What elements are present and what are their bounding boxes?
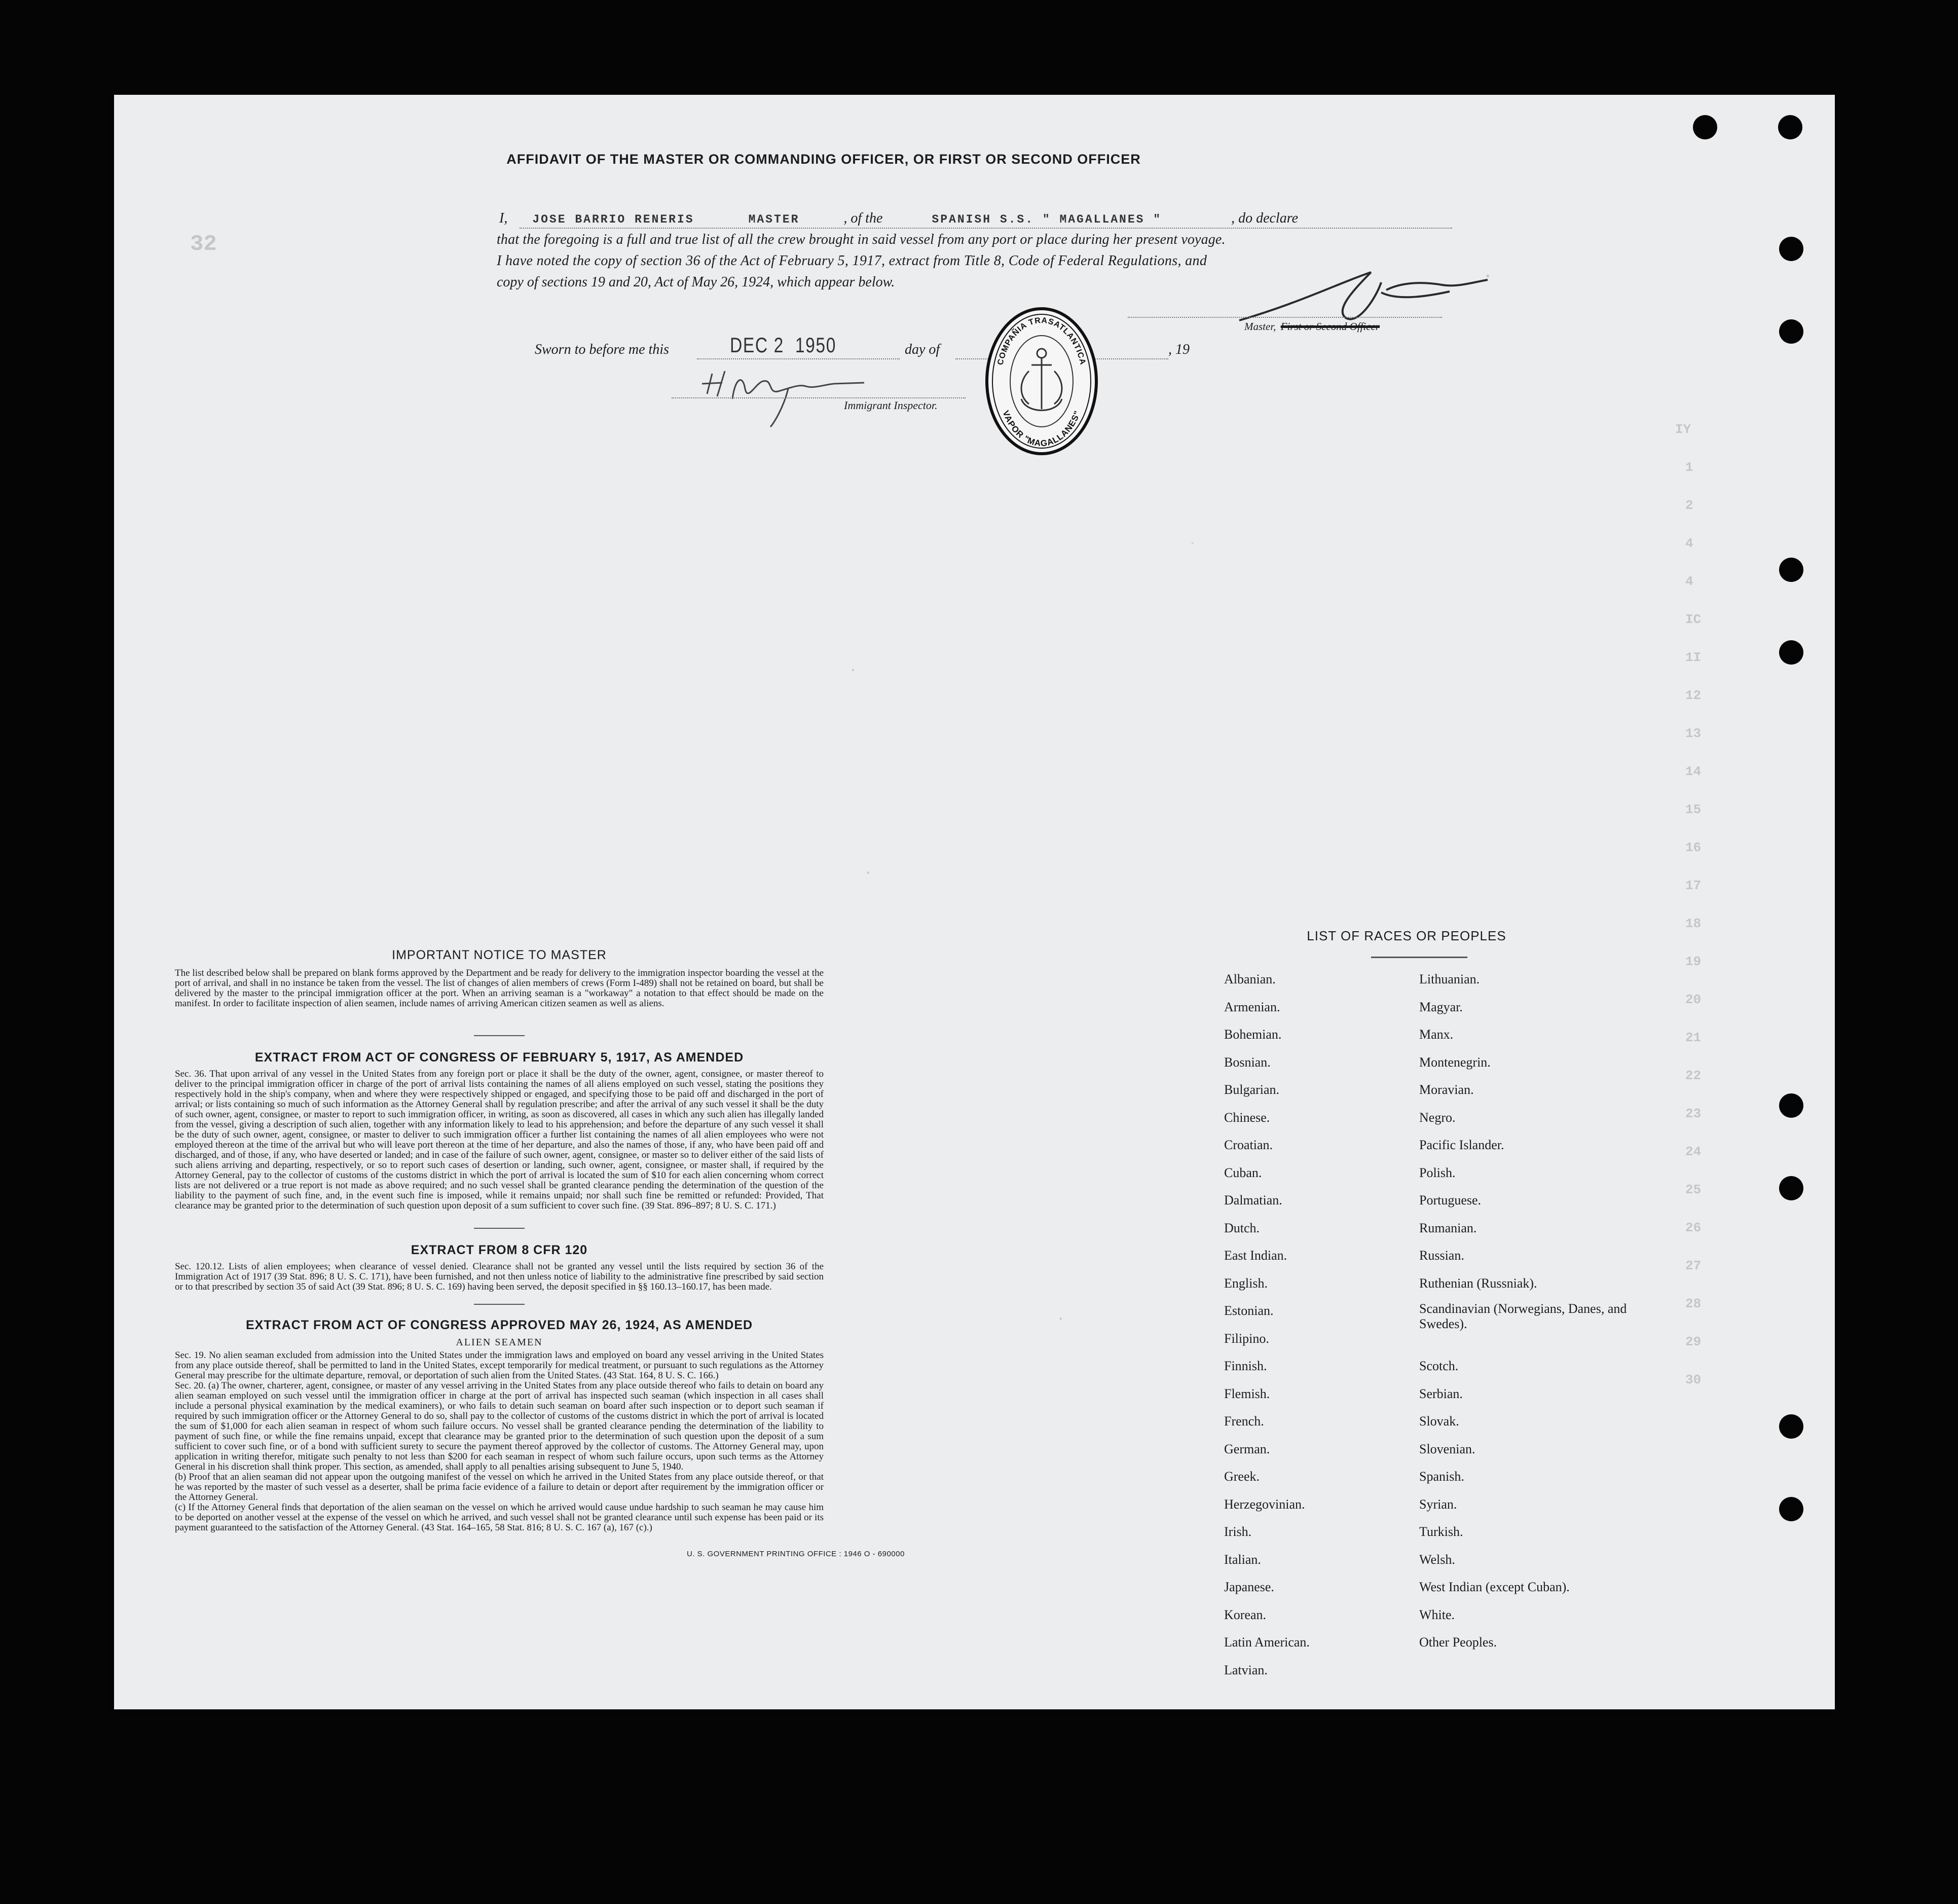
extract-1924-body — [175, 1350, 824, 1533]
of-the-label: , of the — [843, 210, 883, 226]
race-item: Bohemian. — [1224, 1027, 1282, 1042]
race-item: Italian. — [1224, 1552, 1261, 1567]
extract-1917-title: EXTRACT FROM ACT OF CONGRESS OF FEBRUARY 5, 1917, AS AMENDED — [254, 1050, 744, 1065]
race-item: English. — [1224, 1275, 1268, 1291]
race-item: Serbian. — [1419, 1386, 1463, 1401]
race-item: Latin American. — [1224, 1635, 1310, 1650]
race-item: Slovak. — [1419, 1414, 1459, 1429]
dotted-line — [1128, 317, 1442, 318]
race-item: Cuban. — [1224, 1165, 1262, 1180]
master-signature-label — [1244, 320, 1380, 333]
affidavit-i: I, — [499, 210, 508, 226]
race-item: Estonian. — [1224, 1303, 1274, 1318]
master-name: JOSE BARRIO RENERIS — [532, 213, 694, 226]
affidavit-line-2: that the foregoing is a full and true list of all the crew brought in said vessel from any port or place during her present voyage. — [497, 232, 1226, 247]
race-item: East Indian. — [1224, 1248, 1287, 1263]
race-item: Armenian. — [1224, 999, 1280, 1014]
race-item: French. — [1224, 1414, 1264, 1429]
inspector-signature — [697, 353, 925, 434]
races-title: LIST OF RACES OR PEOPLES — [1307, 928, 1506, 943]
race-item: Scotch. — [1419, 1359, 1459, 1373]
race-item: Bosnian. — [1224, 1054, 1271, 1070]
master-rank: MASTER — [748, 213, 800, 226]
stamp-top-text: COMPAÑIA TRASATLANTICA — [996, 316, 1087, 366]
race-item: Croatian. — [1224, 1138, 1273, 1152]
race-item: Irish. — [1224, 1524, 1252, 1539]
race-item: Filipino. — [1224, 1331, 1269, 1346]
master-signature — [1219, 262, 1533, 328]
race-item: Chinese. — [1224, 1110, 1270, 1125]
day-of-label: day of — [905, 342, 940, 357]
stamp-bottom-path: VAPOR "MAGALLANES" — [1001, 409, 1083, 449]
race-item: Portuguese. — [1419, 1193, 1482, 1207]
race-item: Slovenian. — [1419, 1441, 1475, 1456]
race-item: Greek. — [1224, 1469, 1260, 1484]
affidavit-title: AFFIDAVIT OF THE MASTER OR COMMANDING OFFICER, OR FIRST OR SECOND OFFICER — [506, 152, 1141, 167]
race-item: Welsh. — [1419, 1552, 1455, 1567]
affidavit-line-4: copy of sections 19 and 20, Act of May 26, 1924, which appear below. — [497, 274, 895, 290]
race-item: Lithuanian. — [1419, 972, 1480, 986]
race-item: Russian. — [1419, 1248, 1464, 1263]
race-item: Korean. — [1224, 1607, 1267, 1622]
race-item: Latvian. — [1224, 1662, 1268, 1677]
extract-1924-subtitle: ALIEN SEAMEN — [456, 1337, 543, 1348]
race-item: Syrian. — [1419, 1496, 1457, 1512]
extract-cfr-body: Sec. 120.12. Lists of alien employees; when clearance of vessel denied. Clearance shall not be granted any vessel until the lists required by section 36 of the Immigration Act of 1917 (39 Stat. 896; 8 U. S. C. 171), have been furnished, and not then unless notice of liability to the administrative fine prescribed by said section or to that prescribed by section 35 of said Act (39 Stat. 896; 8 U. S. C. 169) having been served, the deposit specified in §§ 160.13–160.17, has been made. — [175, 1261, 824, 1292]
divider-rule — [474, 1228, 525, 1229]
section-19: Sec. 19. No alien seaman excluded from admission into the United States under the immigration laws and employed on board any vessel arriving in the United States from any place outside thereof, shall be permitted to land in the United States, except temporarily for medical treatment, or pursuant to such regulations as the Attorney General may prescribe for the ultimate departure, removal, or deportation of such alien from the United States. (43 Stat. 164, 8 U. S. C. 166.) — [175, 1350, 824, 1381]
race-item: Finnish. — [1224, 1359, 1267, 1373]
race-item: Pacific Islander. — [1419, 1138, 1504, 1152]
race-item: German. — [1224, 1441, 1270, 1456]
section-20a: Sec. 20. (a) The owner, charterer, agent, consignee, or master of any vessel arriving in the United States from any place outside thereof who fails to detain on board any alien seaman employed on such vessel until the immigration officer in charge at the port of arrival has inspected such seaman (which inspection in all cases shall include a personal physical examination by the medical examiners), or who fails to detain such seaman on board after such inspection or to deport such seaman if required by such immigration officer or the Attorney General to do so, shall pay to the collector of customs of the customs district in which the port of arrival is located the sum of $1,000 for each alien seaman in respect of whom such failure occurs. No vessel shall be granted clearance pending the determination of the liability to payment of such fine, or while the fine remains unpaid, except that clearance may be granted prior to the determination of such question upon the deposit of a sum sufficient to cover such fine, or of a bond with sufficient surety to secure the payment thereof approved by the collector of customs. The Attorney General may, upon application in writing therefor, mitigate such penalty to not less than $200 for each seaman in respect of whom such failure occurs, upon such terms as the Attorney General in his discretion shall think proper. This section, as amended, shall apply to all penalties arising subsequent to June 5, 1940. — [175, 1380, 824, 1472]
race-item: Rumanian. — [1419, 1220, 1477, 1235]
race-item: Japanese. — [1224, 1580, 1274, 1594]
affidavit-line-3: I have noted the copy of section 36 of the Act of February 5, 1917, extract from Title 8, Code of Federal Regulations, and — [497, 253, 1207, 269]
race-item: Bulgarian. — [1224, 1082, 1280, 1097]
document-sheet — [114, 95, 1835, 1709]
extract-cfr-title: EXTRACT FROM 8 CFR 120 — [411, 1243, 588, 1257]
dotted-line — [520, 228, 1452, 229]
important-notice-title: IMPORTANT NOTICE TO MASTER — [392, 948, 607, 962]
race-item: Scandinavian (Norwegians, Danes, and Swedes). — [1419, 1301, 1627, 1331]
inspector-label: Immigrant Inspector. — [844, 399, 938, 412]
year-label: , 19 — [1168, 342, 1190, 357]
master-label: Master, — [1244, 320, 1276, 333]
race-item: Polish. — [1419, 1165, 1456, 1180]
race-item: Dutch. — [1224, 1220, 1260, 1235]
race-item: Magyar. — [1419, 999, 1463, 1014]
extract-1924-title: EXTRACT FROM ACT OF CONGRESS APPROVED MAY 26, 1924, AS AMENDED — [245, 1318, 753, 1332]
vessel-name: SPANISH S.S. " MAGALLANES " — [932, 213, 1162, 226]
bleed-through-texture: IY 1 2 4 4 IC 1I 12 13 14 15 16 17 18 19 20 21 22 23 24 25 26 27 28 29 30 32 · · · · · — [190, 232, 1702, 1387]
extract-1917-body: Sec. 36. That upon arrival of any vessel in the United States from any foreign port or place it shall be the duty of the owner, agent, consignee, or master thereof to deliver to the principal immigration officer in charge of the port of arrival lists containing the names of all aliens employed on such vessel, stating the positions they respectively hold in the ship's company, when and where they were respectively shipped or engaged, and specifying those to be paid off and discharged in the port of arrival; or lists containing so much of such information as the Attorney General shall by regulation prescribe; and after the arrival of any such vessel it shall be the duty of such owner, agent, consignee, or master to report to such immigration officer, in writing, as soon as discovered, all cases in which any such alien has illegally landed from the vessel, giving a description of such alien, together with any information likely to lead to his apprehension; and before the departure of any such vessel it shall be the duty of such owner, agent, consignee, or master to deliver to such immigration officer a further list containing the names of all alien employees who were not employed thereon at the time of the arrival but who will leave port thereon at the time of her departure, and also the names of those, if any, who have been paid off and discharged, and of those, if any, who have deserted or landed; and in case of the failure of such owner, agent, consignee, or master so to deliver either of the said lists of such aliens arriving and departing, respectively, or so to report such cases of desertion or landing, such owner, agent, consignee, or master shall, if required by the Attorney General, pay to the collector of customs of the customs district in which the port of arrival is located the sum of $10 for each alien concerning whom correct lists are not delivered or a true report is not made as above required; and no such vessel shall be granted clearance pending the determination of the question of the liability to the payment of such fine, and, in the event such fine is imposed, while it remains unpaid; nor shall such fine be remitted or refunded: Provided, That clearance may be granted prior to the determination of such question upon deposit of a sum sufficient to cover such fine. (39 Stat. 896–897; 8 U. S. C. 171.) — [175, 1069, 824, 1211]
races-left-column — [1224, 966, 1417, 1684]
divider-rule — [474, 1035, 525, 1036]
race-item: Herzegovinian. — [1224, 1496, 1305, 1512]
race-item: Turkish. — [1419, 1524, 1463, 1539]
race-item: West Indian (except Cuban). — [1419, 1580, 1570, 1594]
sworn-date-stamp: DEC 2 1950 — [730, 333, 836, 357]
races-right-column — [1419, 966, 1683, 1657]
divider-rule — [474, 1304, 525, 1305]
race-item: Spanish. — [1419, 1469, 1464, 1484]
race-item: Manx. — [1419, 1027, 1454, 1042]
important-notice-body: The list described below shall be prepared on blank forms approved by the Department and be ready for delivery to the immigration inspector boarding the vessel at the port of arrival, and shall in no instance be taken from the vessel. The list of changes of alien members of crews (Form I-489) shall not be retained on board, but shall be delivered by the master to the principal immigration officer at the port. When an arriving seaman is a "workaway" a notation to that effect should be made on the manifest. In order to facilitate inspection of alien seamen, include names of arriving American citizen seamen as well as aliens. — [175, 968, 824, 1009]
race-item: Dalmatian. — [1224, 1193, 1282, 1207]
section-20c: (c) If the Attorney General finds that deportation of the alien seaman on the vessel on which he arrived would cause undue hardship to such seaman he may cause him to be deported on another vessel at the expense of the vessel on which he arrived, and such vessel shall not be granted clearance until such expense has been paid or its payment guaranteed to the satisfaction of the Attorney General. (43 Stat. 164–165, 58 Stat. 816; 8 U. S. C. 167 (a), 167 (c).) — [175, 1502, 824, 1533]
race-item: Other Peoples. — [1419, 1635, 1497, 1650]
race-item: Montenegrin. — [1419, 1054, 1491, 1070]
race-item: Moravian. — [1419, 1082, 1474, 1097]
ship-stamp — [983, 305, 1100, 457]
struck-officer-label: First or Second Officer — [1280, 320, 1380, 333]
race-item: Flemish. — [1224, 1386, 1270, 1401]
race-item: Albanian. — [1224, 972, 1276, 986]
printing-office-footer: U. S. GOVERNMENT PRINTING OFFICE : 1946 O - 690000 — [687, 1550, 905, 1558]
do-declare-label: , do declare — [1231, 210, 1298, 226]
section-20b: (b) Proof that an alien seaman did not appear upon the outgoing manifest of the vessel on which he arrived in the United States from any place outside thereof, or that he was reported by the master of such vessel as a deserter, shall be prima facie evidence of a failure to detain or deport after requirement by the immigration officer or the Attorney General. — [175, 1472, 824, 1503]
race-item: Ruthenian (Russniak). — [1419, 1275, 1537, 1291]
race-item: White. — [1419, 1607, 1455, 1622]
dotted-line — [672, 397, 966, 398]
race-item: Negro. — [1419, 1110, 1456, 1125]
sworn-prefix: Sworn to before me this — [535, 342, 669, 357]
divider-rule — [1371, 957, 1467, 958]
affidavit-line-1 — [499, 210, 1298, 227]
